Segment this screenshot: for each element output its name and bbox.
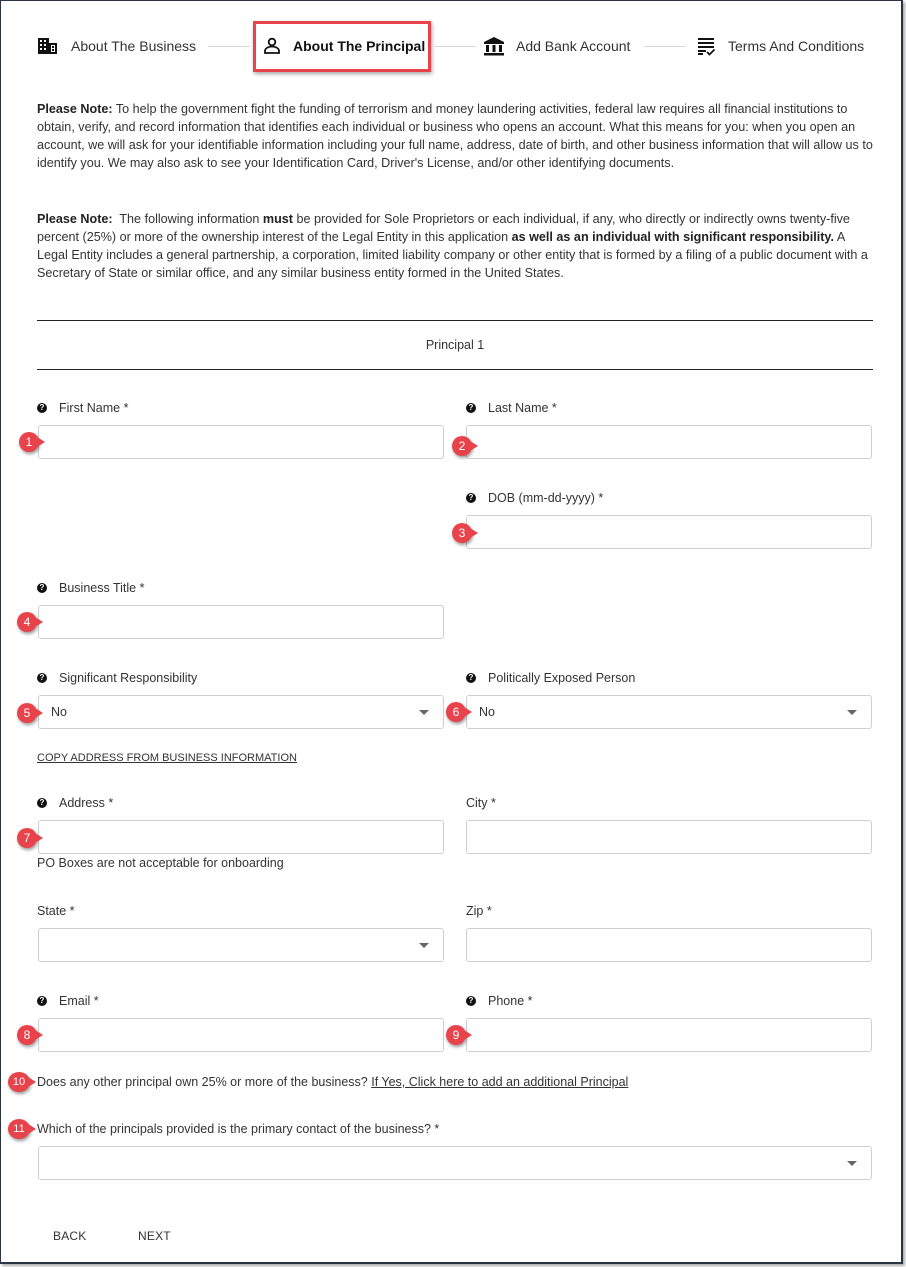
step-connector: [208, 46, 250, 47]
label-text: Phone *: [488, 994, 533, 1008]
first-name-input[interactable]: [38, 425, 444, 459]
help-icon[interactable]: ?: [37, 798, 47, 808]
section-divider-top: [37, 320, 873, 321]
state-select[interactable]: [38, 928, 444, 962]
help-icon[interactable]: ?: [466, 493, 476, 503]
business-title-input[interactable]: [38, 605, 444, 639]
section-title: Principal 1: [425, 338, 485, 352]
annotation-marker: 10: [8, 1072, 30, 1092]
annotation-marker: 9: [446, 1025, 466, 1045]
note-text: A Legal Entity includes a general partnership, a corporation, limited liability company or other entity that is formed by a filing of a public document with a Secretary of State or similar office, and any similar business entity formed in the United States.: [37, 230, 868, 280]
politically-exposed-label: [466, 671, 635, 685]
phone-input[interactable]: [466, 1018, 872, 1052]
back-button[interactable]: BACK: [53, 1229, 87, 1243]
zip-input[interactable]: [466, 928, 872, 962]
note-text: The following information: [112, 212, 263, 226]
caret-down-icon: [847, 710, 857, 715]
annotation-marker: 2: [452, 436, 472, 456]
email-label: [37, 994, 99, 1008]
email-input[interactable]: [38, 1018, 444, 1052]
primary-contact-select[interactable]: [38, 1146, 872, 1180]
significant-responsibility-select[interactable]: [38, 695, 444, 729]
address-input[interactable]: [38, 820, 444, 854]
primary-contact-label: Which of the principals provided is the primary contact of the business? *: [37, 1122, 440, 1136]
annotation-marker: 7: [17, 828, 37, 848]
label-text: Last Name *: [488, 401, 557, 415]
step-label: About The Business: [71, 38, 197, 54]
help-icon[interactable]: ?: [466, 996, 476, 1006]
help-icon[interactable]: ?: [37, 673, 47, 683]
note-label: Please Note:: [37, 212, 113, 226]
label-text: Email *: [59, 994, 99, 1008]
help-icon[interactable]: ?: [466, 673, 476, 683]
last-name-label: [466, 401, 557, 415]
label-text: Address *: [59, 796, 114, 810]
address-hint: PO Boxes are not acceptable for onboarding: [37, 856, 284, 870]
note-emphasis: must: [262, 212, 293, 226]
active-step-highlight: [253, 21, 431, 72]
significant-responsibility-label: [37, 671, 197, 685]
building-icon: [37, 36, 59, 56]
note-emphasis: as well as an individual with significant responsibility.: [511, 230, 835, 244]
caret-down-icon: [847, 1161, 857, 1166]
dob-input[interactable]: [466, 515, 872, 549]
copy-address-link[interactable]: COPY ADDRESS FROM BUSINESS INFORMATION: [37, 752, 297, 764]
terms-list-icon: [695, 36, 717, 56]
question-text: Does any other principal own 25% or more of the business?: [37, 1075, 372, 1089]
note-label: Please Note:: [37, 102, 113, 116]
other-principal-question: [37, 1075, 628, 1089]
step-label: Terms And Conditions: [728, 38, 865, 54]
label-text: Politically Exposed Person: [488, 671, 636, 685]
section-divider-bottom: [37, 369, 873, 370]
state-label: State *: [37, 904, 75, 918]
annotation-marker: 3: [452, 523, 472, 543]
annotation-marker: 5: [17, 703, 37, 723]
help-icon[interactable]: ?: [37, 583, 47, 593]
help-icon[interactable]: ?: [37, 403, 47, 413]
label-text: Significant Responsibility: [59, 671, 198, 685]
annotation-marker: 8: [17, 1025, 37, 1045]
help-icon[interactable]: ?: [37, 996, 47, 1006]
annotation-marker: 1: [19, 432, 39, 452]
city-input[interactable]: [466, 820, 872, 854]
step-label: About The Principal: [293, 38, 426, 54]
last-name-input[interactable]: [466, 425, 872, 459]
step-connector: [434, 46, 476, 47]
legal-notice-1: [37, 100, 875, 172]
business-title-label: [37, 581, 144, 595]
note-text: be provided for Sole Proprietors or each individual, if any, who directly or indirectly owns twenty-five percent (25%) or more of the ownership interest of the Legal Entity in this application: [37, 212, 850, 244]
help-icon[interactable]: ?: [466, 403, 476, 413]
step-add-bank-account[interactable]: [483, 34, 630, 58]
select-value: No: [51, 705, 67, 719]
add-principal-link[interactable]: If Yes, Click here to add an additional Principal: [371, 1075, 629, 1089]
caret-down-icon: [419, 710, 429, 715]
annotation-marker: 4: [17, 612, 37, 632]
step-connector: [644, 46, 686, 47]
note-text: To help the government fight the funding of terrorism and money laundering activities, federal law requires all financial institutions to obtain, verify, and record information that identifies each individual or business who opens an account. What this means for you: when you open an account, we will ask for your identifiable information including your full name, address, date of birth, and other business information that will allow us to identify you. We may also ask to see your Identification Card, Driver's License, and/or other identifying documents.: [37, 102, 873, 170]
label-text: Business Title *: [59, 581, 145, 595]
annotation-marker: 6: [446, 702, 466, 722]
zip-label: Zip *: [466, 904, 492, 918]
dob-label: [466, 491, 603, 505]
phone-label: [466, 994, 532, 1008]
next-button[interactable]: NEXT: [138, 1229, 171, 1243]
politically-exposed-select[interactable]: [466, 695, 872, 729]
city-label: City *: [466, 796, 496, 810]
first-name-label: [37, 401, 128, 415]
caret-down-icon: [419, 943, 429, 948]
label-text: First Name *: [59, 401, 129, 415]
annotation-marker: 11: [8, 1119, 30, 1139]
bank-icon: [483, 36, 505, 56]
step-terms-conditions[interactable]: [695, 34, 864, 58]
progress-stepper: [0, 0, 906, 90]
step-about-business[interactable]: [37, 34, 196, 58]
label-text: DOB (mm-dd-yyyy) *: [488, 491, 604, 505]
step-label: Add Bank Account: [516, 38, 631, 54]
select-value: No: [479, 705, 495, 719]
legal-notice-2: [37, 210, 875, 282]
address-label: [37, 796, 113, 810]
